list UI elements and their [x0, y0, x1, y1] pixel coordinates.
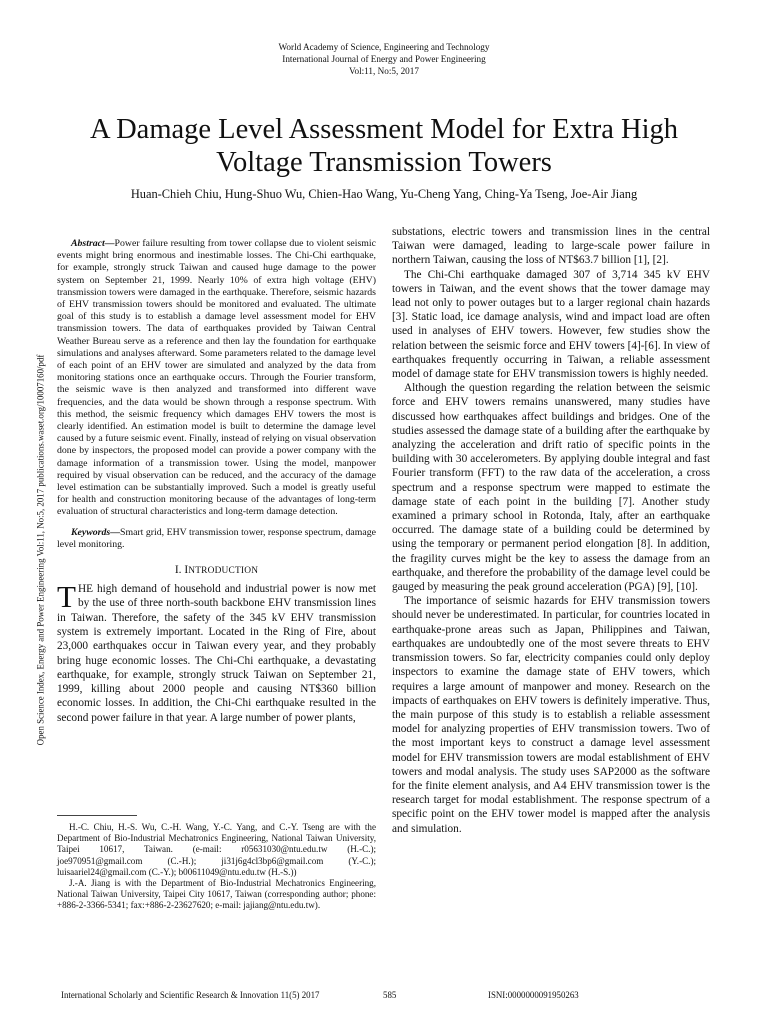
drop-cap-letter: T	[57, 579, 76, 615]
section-title-initial: I	[184, 564, 189, 577]
keywords-text: Smart grid, EHV transmission tower, response spectrum, damage level monitoring.	[57, 526, 376, 550]
body-paragraph-3: Although the question regarding the relation between the seismic force and EHV towers remains unanswered, many studies have discussed how earthquakes affect buildings and bridges. One of the studies assessed the damage state of a building after the earthquake by analyzing the acceleration and drift ratio of specific points in the building with 30 accelerometers. By applying double integral and fast Fourier transform (FFT) to the raw data of the acceleration, a cross spectrum and a response spectrum were mapped to estimate the damage state of each point in the building [7]. Another study examined a primary school in Rotonda, Italy, after an earthquake occurred. The damage state of a building could be determined by using the temporary or permanent period elongation [8]. In addition, the fragility curves might be the key to assess the damage from an earthquake, and therefore the probability of the damage level could be gauged by measuring the peak ground acceleration (PGA) [9], [10].	[392, 382, 710, 594]
journal-name: International Journal of Energy and Power Engineering	[282, 54, 486, 64]
page-footer	[0, 990, 768, 1002]
section-title-rest: NTRODUCTION	[188, 566, 259, 577]
journal-volume: Vol:11, No:5, 2017	[349, 66, 419, 76]
paper-title	[40, 113, 728, 179]
continued-paragraph: substations, electric towers and transmission lines in the central Taiwan were damaged, leading to large-scale power failure in northern Taiwan, causing the loss of NT$63.7 billion [1], [2].	[392, 226, 710, 267]
author-list: Huan-Chieh Chiu, Hung-Shuo Wu, Chien-Hao Wang, Yu-Cheng Yang, Ching-Ya Tseng, Joe-Air Jiang	[130, 187, 638, 201]
section-numeral: I.	[174, 564, 182, 577]
journal-publisher: World Academy of Science, Engineering and Technology	[278, 42, 490, 52]
footnote-affiliation-2: J.-A. Jiang is with the Department of Bio-Industrial Mechatronics Engineering, National Taiwan University, Taipei City 10617, Taiwan (corresponding author; phone: +886-2-3366-5341; fax:+886-2-23627620; e-mail: jajiang@ntu.edu.tw).	[57, 878, 376, 911]
right-column	[392, 225, 710, 836]
author-footnotes	[57, 822, 376, 912]
keywords-label: Keywords	[71, 526, 111, 538]
paper-title-line-2: Voltage Transmission Towers	[216, 147, 552, 178]
left-column	[57, 238, 376, 725]
footnote-affiliation-1: H.-C. Chiu, H.-S. Wu, C.-H. Wang, Y.-C. Yang, and C.-Y. Tseng are with the Department of Bio-Industrial Mechatronics Engineering, National Taiwan University, Taipei 10617, Taiwan. (e-mail: r05631030@ntu.edu.tw (H.-C.); joe970951@gmail.com (C.-H.); ji31j6g4cl3bp6@gmail.com (Y.-C.); luisaariel24@gmail.com (C.-Y.); b00611049@ntu.edu.tw (H.-S.))	[57, 822, 376, 877]
introduction-paragraph-1	[57, 579, 376, 725]
abstract-dash: —	[104, 238, 115, 249]
side-margin-notice	[30, 270, 50, 830]
abstract-text: Power failure resulting from tower collapse due to violent seismic events might bring enormous and inestimable losses. The Chi-Chi earthquake, for example, strongly struck Taiwan and caused huge damage to the power system on September 21, 1999. Nearly 10% of extra high voltage (EHV) transmission towers were damaged in the earthquake. Therefore, seismic hazards of EHV transmission towers should be monitored and evaluated. The ultimate goal of this study is to establish a damage level assessment model for EHV transmission towers. The data of earthquakes provided by Taiwan Central Weather Bureau serve as a reference and then lay the foundation for earthquake simulations and analyses afterward. Some parameters related to the damage level of each point of an EHV tower are simulated and analyzed by the data from monitoring stations once an earthquake occurs. Through the Fourier transform, the seismic wave is then analyzed and transformed into different wave frequencies, and the data would be shown through a response spectrum. With this method, the seismic frequency which damages EHV towers the most is clearly identified. An estimation model is built to determine the damage level caused by a future seismic event. Finally, instead of relying on visual observation done by inspectors, the proposed model can provide a power company with the damage information of a transmission tower. Using the model, manpower required by visual observation can be reduced, and the accuracy of the damage level estimation can be substantially improved. Such a model is greatly useful for health and construction monitoring because of the advantages of long-term evaluation of structural characteristics and long-term damage detection.	[57, 238, 376, 518]
keywords-paragraph	[57, 527, 376, 551]
page-number: 585	[383, 990, 397, 1000]
body-paragraph-4: The importance of seismic hazards for EHV transmission towers should never be underestimated. In particular, for countries located in earthquake-prone areas such as Japan, Philippines and Taiwan, earthquakes are undoubtedly one of the most severe threats to EHV transmission towers. So far, electricity companies could only deploy inspectors to examine the damage state of EHV towers, which requires a large amount of manpower and money. Research on the impacts of earthquakes on EHV towers is definitely imperative. Thus, the main purpose of this study is to establish a reliable assessment model for analyzing properties of EHV transmission towers. Two of the most important keys to construct a damage level assessment model for EHV transmission towers are modal establishment of EHV towers and modal analysis. The study uses SAP2000 as the software for the finite element analysis, and A4 EHV transmission tower is the research target for modal establishment. The response spectrum of a specific point on the EHV tower model is mapped after the analysis and simulation.	[392, 595, 710, 835]
footnote-divider	[57, 815, 137, 816]
paper-title-line-1: A Damage Level Assessment Model for Extra High	[89, 114, 679, 145]
body-paragraph-2: The Chi-Chi earthquake damaged 307 of 3,714 345 kV EHV towers in Taiwan, and the event shows that the tower damage may lead not only to power outages but to a larger regional chain hazards [3]. Static load, ice damage analysis, wind and impact load are often used in analyses of EHV towers. However, few studies show the relation between the seismic force and EHV towers [4]-[6]. In view of earthquakes frequently occurring in Taiwan, a reliable assessment model of damage state for EHV transmission towers is highly needed.	[392, 268, 710, 381]
footer-journal: International Scholarly and Scientific Research & Innovation 11(5) 2017	[61, 990, 320, 1000]
section-heading-introduction	[57, 564, 376, 576]
introduction-paragraph-1-text: HE high demand of household and industrial power is now met by the use of three north-south backbone EHV transmission lines in Taiwan. Therefore, the safety of the 345 kV EHV transmission system is extremely important. Located in the Ring of Fire, about 23,000 earthquakes occur in Taiwan every year, and they probably bring huge economic losses. The Chi-Chi earthquake, a devastating earthquake, for example, strongly struck Taiwan on September 21, 1999, killing about 2000 people and causing NT$360 billion economic losses. In addition, the Chi-Chi earthquake resulted in the second power failure in that year. A large number of power plants,	[57, 583, 376, 724]
abstract-label: Abstract	[71, 238, 105, 249]
keywords-dash: —	[110, 526, 120, 538]
journal-header	[0, 41, 768, 77]
abstract-section	[57, 238, 376, 551]
abstract-paragraph	[57, 238, 376, 519]
introduction-body	[57, 579, 376, 725]
side-margin-text: Open Science Index, Energy and Power Engineering Vol:11, No:5, 2017 publications.waset.org/10007160/pdf	[35, 354, 45, 746]
footer-isni: ISNI:0000000091950263	[488, 990, 579, 1000]
